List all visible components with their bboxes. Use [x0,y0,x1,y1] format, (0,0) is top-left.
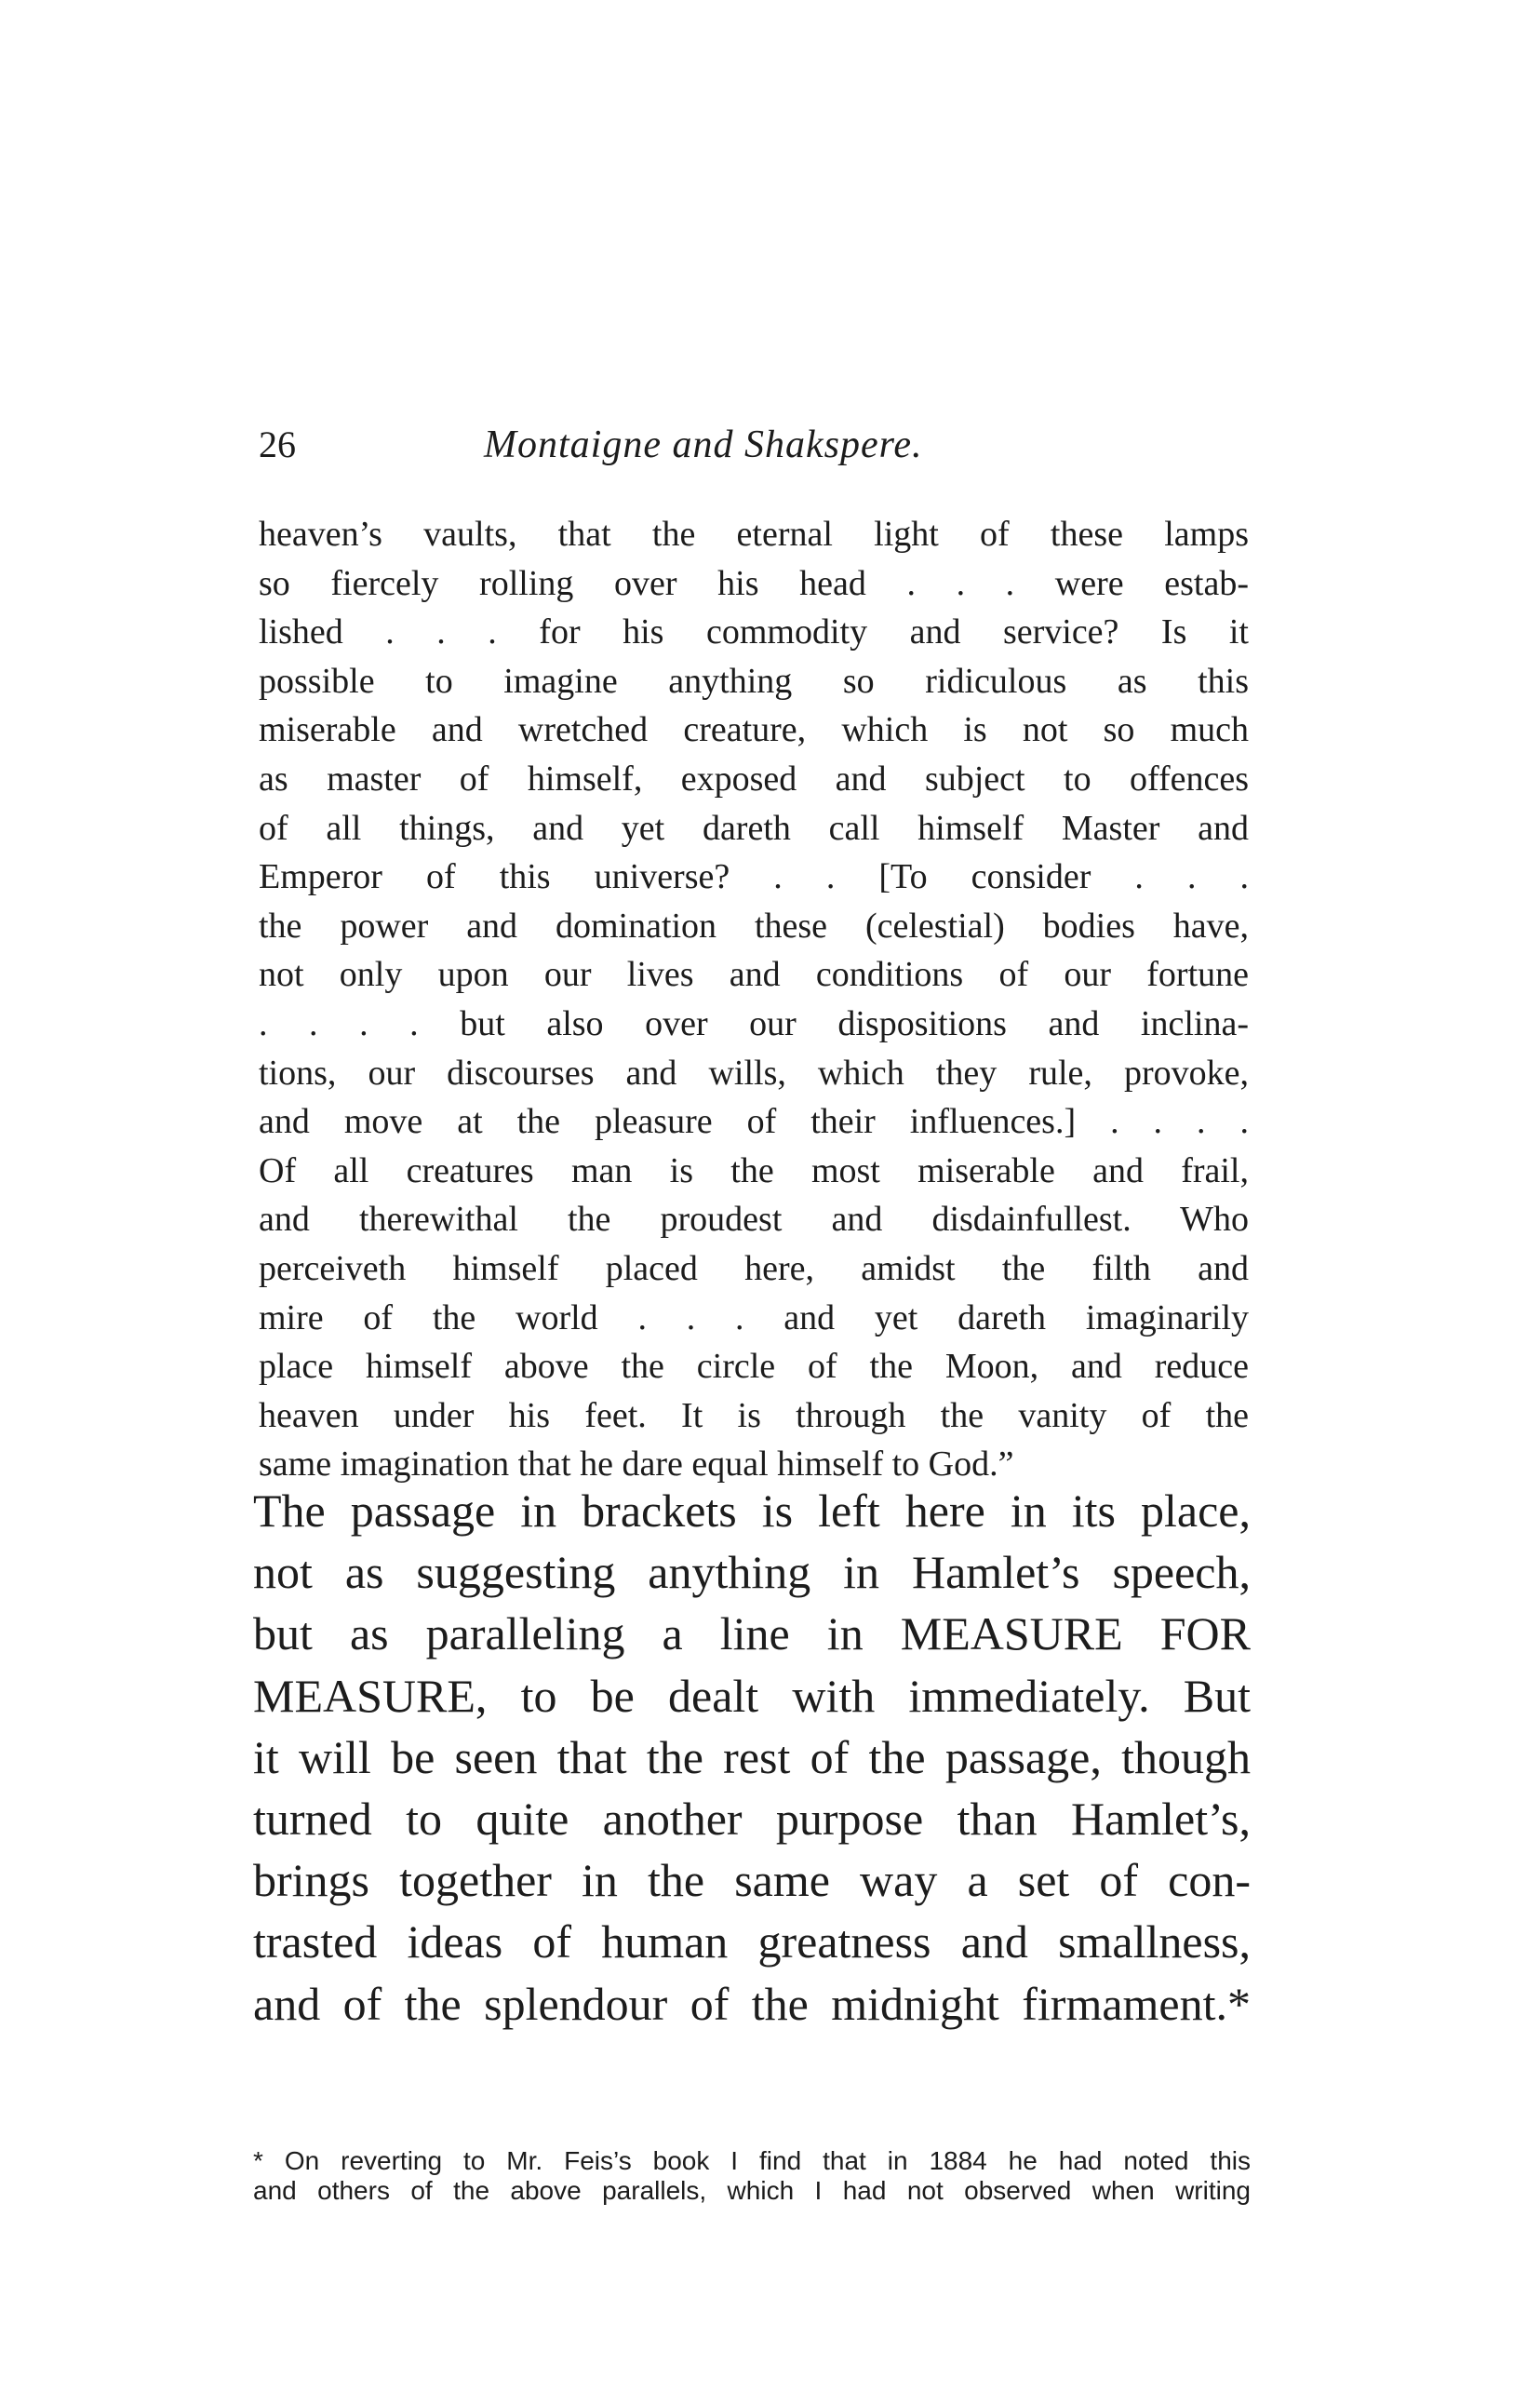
quote-line: Of all creatures man is the most miserable and frail, [259,1150,1249,1190]
quote-line: miserable and wretched creature, which is not so much [259,710,1249,750]
page-header [259,417,1254,473]
body-line: turned to quite another purpose than Hamlet’s, [253,1792,1251,1845]
quote-line: the power and domination these (celestial) bodies have, [259,906,1249,946]
quote-line: lished . . . for his commodity and service? Is it [259,612,1249,652]
body-line: not as suggesting anything in Hamlet’s speech, [253,1546,1251,1599]
body-line: and of the splendour of the midnight firmament.* [253,1977,1251,2030]
body-line: brings together in the same way a set of con- [253,1854,1251,1907]
body-line: trasted ideas of human greatness and smallness, [253,1915,1251,1968]
quote-line: Emperor of this universe? . . [To consider . . . [259,857,1249,897]
body-line: The passage in brackets is left here in its place, [253,1485,1251,1537]
quote-line: so fiercely rolling over his head . . . were estab- [259,563,1249,603]
quote-line: and therewithal the proudest and disdainfullest. Who [259,1200,1249,1240]
body-line: but as paralleling a line in MEASURE FOR [253,1607,1251,1660]
quote-line: mire of the world . . . and yet dareth imaginarily [259,1297,1249,1337]
quote-line: possible to imagine anything so ridiculous as this [259,661,1249,701]
body-line: MEASURE, to be dealt with immediately. But [253,1669,1251,1722]
quotation-block [259,510,1249,1489]
quote-line: place himself above the circle of the Moon, and reduce [259,1347,1249,1387]
footnote-line: * On reverting to Mr. Feis’s book I find that in 1884 he had noted this [253,2146,1251,2175]
quote-line: of all things, and yet dareth call himself Master and [259,808,1249,848]
quote-line: not only upon our lives and conditions of our fortune [259,955,1249,995]
body-paragraph [253,1480,1251,2035]
footnote [253,2146,1251,2206]
quote-line: heaven under his feet. It is through the vanity of the [259,1395,1249,1435]
quote-line: tions, our discourses and wills, which they rule, provoke, [259,1053,1249,1093]
quote-line: as master of himself, exposed and subject to offences [259,759,1249,799]
quote-line: and move at the pleasure of their influences.] . . . . [259,1102,1249,1142]
quote-line: perceiveth himself placed here, amidst the filth and [259,1248,1249,1288]
quote-line: same imagination that he dare equal himself to God.” [259,1444,1014,1485]
body-line: it will be seen that the rest of the passage, though [253,1730,1251,1783]
quote-line: heaven’s vaults, that the eternal light of these lamps [259,515,1249,554]
quote-line: . . . . but also over our dispositions and inclina- [259,1003,1249,1043]
footnote-line: and others of the above parallels, which I had not observed when writing [253,2176,1251,2205]
running-title: Montaigne and Shakspere. [484,423,923,466]
page-number: 26 [259,423,296,465]
